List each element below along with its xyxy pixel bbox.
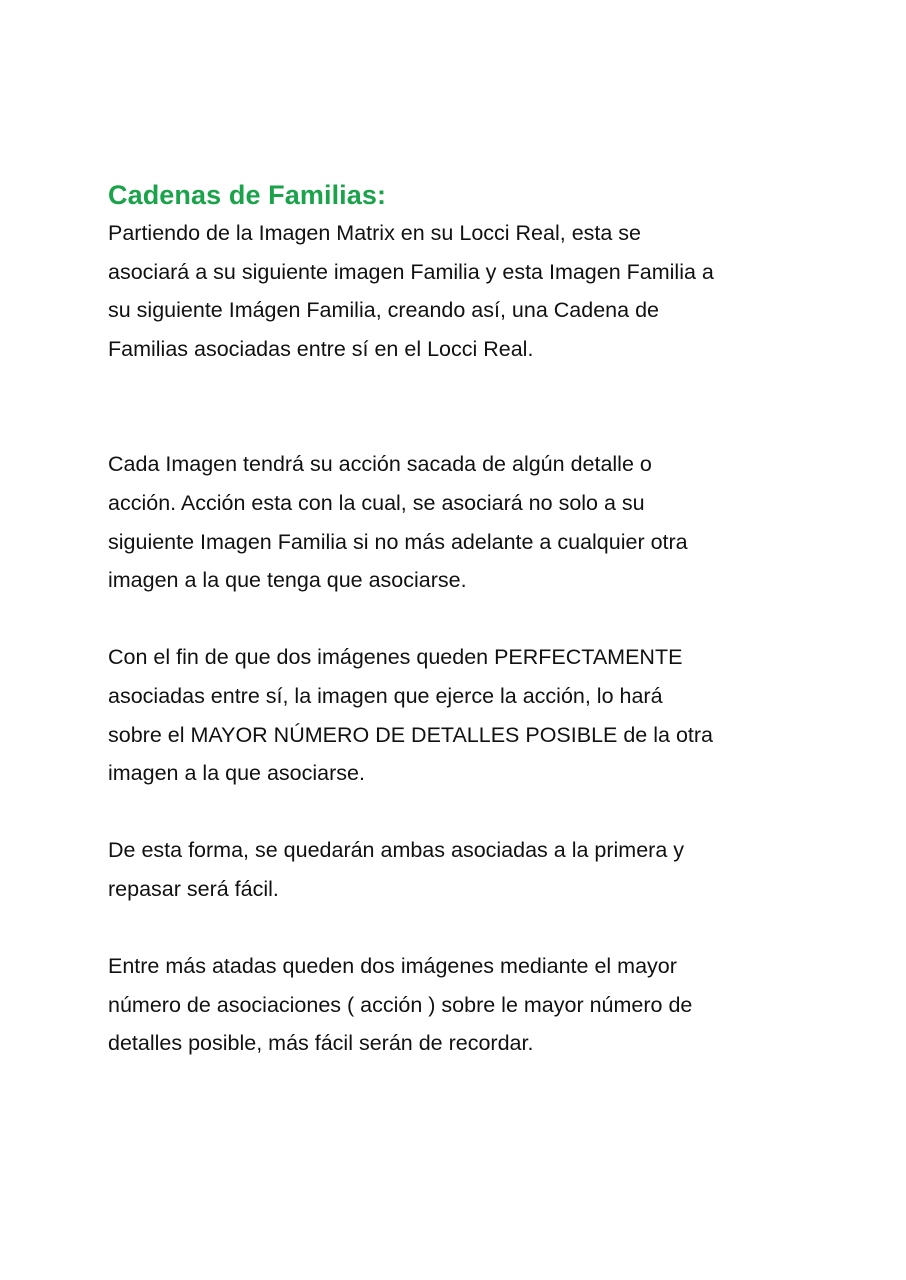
paragraph-1: Partiendo de la Imagen Matrix en su Locci Real, esta se asociará a su siguiente imagen Familia y esta Imagen Familia a su siguiente Imágen Familia, creando así, una Cadena de Familias asociadas entre sí en el Locci Real. (108, 221, 714, 361)
paragraph-4: De esta forma, se quedarán ambas asociadas a la primera y repasar será fácil. (108, 838, 685, 901)
paragraph-3: Con el fin de que dos imágenes queden PERFECTAMENTE asociadas entre sí, la imagen que ejerce la acción, lo hará sobre el MAYOR NÚMERO DE DETALLES POSIBLE de la otra imagen a la que asociarse. (108, 645, 713, 786)
section-title: Cadenas de Familias: (108, 180, 387, 210)
paragraph-2: Cada Imagen tendrá su acción sacada de algún detalle o acción. Acción esta con la cual, se asociará no solo a su siguiente Imagen Familia si no más adelante a cualquier otra imagen a la que tenga que asociarse. (108, 452, 688, 593)
document-body (108, 176, 808, 1063)
paragraph-5: Entre más atadas queden dos imágenes mediante el mayor número de asociaciones ( acción ) sobre le mayor número de detalles posible, más fácil serán de recordar. (108, 954, 693, 1056)
